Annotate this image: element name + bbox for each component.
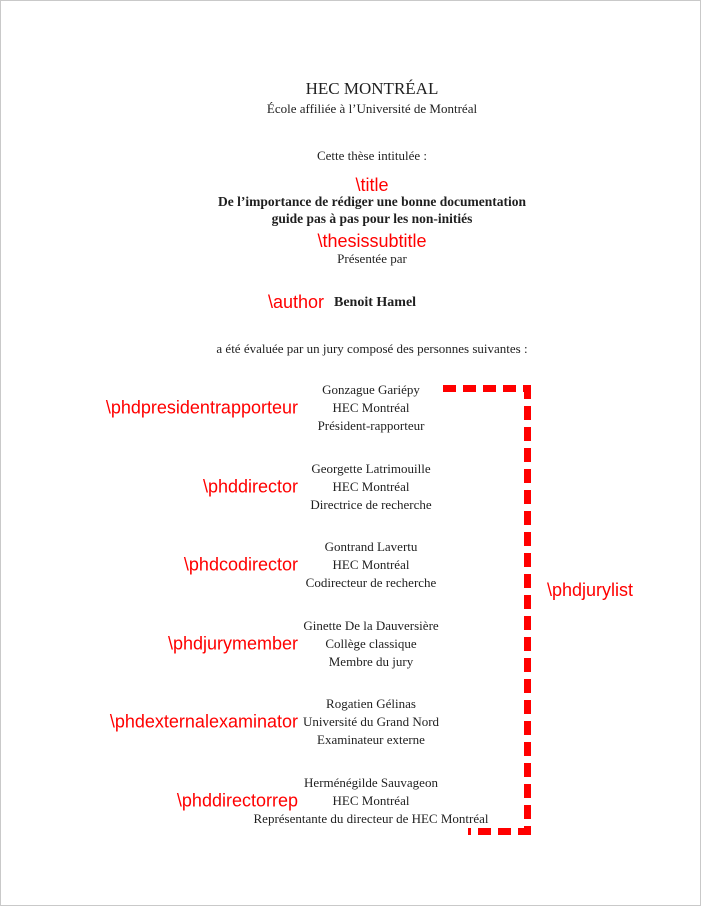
jury-member-role: Directrice de recherche — [310, 496, 432, 512]
jury-row-external-examinator — [1, 695, 701, 749]
jury-member-name: Herménégilde Sauvageon — [304, 774, 438, 790]
jury-member-institution: HEC Montréal — [332, 557, 410, 572]
jury-member-name: Ginette De la Dauversière — [303, 617, 439, 633]
jury-member-name: Rogatien Gélinas — [326, 696, 416, 711]
jury-member-role: Membre du jury — [328, 653, 414, 669]
thesis-intro-line: Cette thèse intitulée : — [316, 148, 428, 163]
jury-list — [1, 381, 701, 828]
jurymember-command-annotation: \phdjurymember — [167, 633, 298, 653]
institution-affiliation: École affiliée à l’Université de Montréal — [266, 101, 478, 116]
thesis-title-line1: De l’importance de rédiger une bonne documentation — [218, 194, 526, 209]
title-command-annotation: \title — [355, 175, 389, 195]
jury-row-director — [1, 460, 701, 514]
jury-member-institution: HEC Montréal — [332, 792, 410, 808]
jurylist-bracket-top-dash — [443, 385, 531, 392]
presented-by-line: Présentée par — [337, 251, 407, 266]
jury-member-name: Gonzague Gariépy — [322, 382, 420, 397]
jury-member-block — [221, 617, 521, 671]
jury-member-block — [221, 538, 521, 592]
jury-member-block — [221, 460, 521, 514]
jury-member-role: Codirecteur de recherche — [305, 575, 437, 590]
director-command-annotation: \phddirector — [202, 476, 298, 496]
jury-member-role: Examinateur externe — [317, 732, 425, 747]
jury-row-director-rep — [1, 774, 701, 828]
president-rapporteur-command-annotation: \phdpresidentrapporteur — [105, 397, 298, 418]
author-name: Benoit Hamel — [334, 295, 417, 310]
jury-member-institution: HEC Montréal — [332, 478, 410, 494]
jurylist-bracket-vertical-dash — [524, 385, 531, 834]
jury-intro-line: a été évaluée par un jury composé des personnes suivantes : — [216, 341, 528, 356]
jury-member-name: Gontrand Lavertu — [324, 539, 418, 554]
directorrep-command-annotation: \phddirectorrep — [176, 790, 298, 810]
author-command-annotation: \author — [267, 292, 324, 312]
subtitle-command-annotation: \thesissubtitle — [317, 231, 427, 251]
codirector-command-annotation: \phdcodirector — [183, 554, 298, 575]
jury-member-institution: Collège classique — [325, 635, 417, 651]
jury-member-role: Président-rapporteur — [317, 418, 425, 433]
thesis-title-line2: guide pas à pas pour les non-initiés — [271, 211, 473, 226]
jury-member-institution: Université du Grand Nord — [302, 714, 440, 729]
jury-member-name: Georgette Latrimouille — [311, 460, 431, 476]
externalexaminator-command-annotation: \phdexternalexaminator — [109, 711, 298, 732]
jurylist-command-annotation: \phdjurylist — [547, 580, 634, 600]
jury-member-role: Représentante du directeur de HEC Montréal — [253, 810, 489, 826]
jury-row-president-rapporteur — [1, 381, 701, 435]
institution-name: HEC MONTRÉAL — [305, 79, 439, 98]
jury-member-block — [221, 774, 521, 828]
jury-member-institution: HEC Montréal — [332, 400, 410, 415]
jurylist-bracket-bottom-dash — [468, 828, 531, 835]
jury-row-jury-member — [1, 617, 701, 671]
thesis-title — [43, 193, 701, 227]
jury-member-block — [221, 695, 521, 749]
